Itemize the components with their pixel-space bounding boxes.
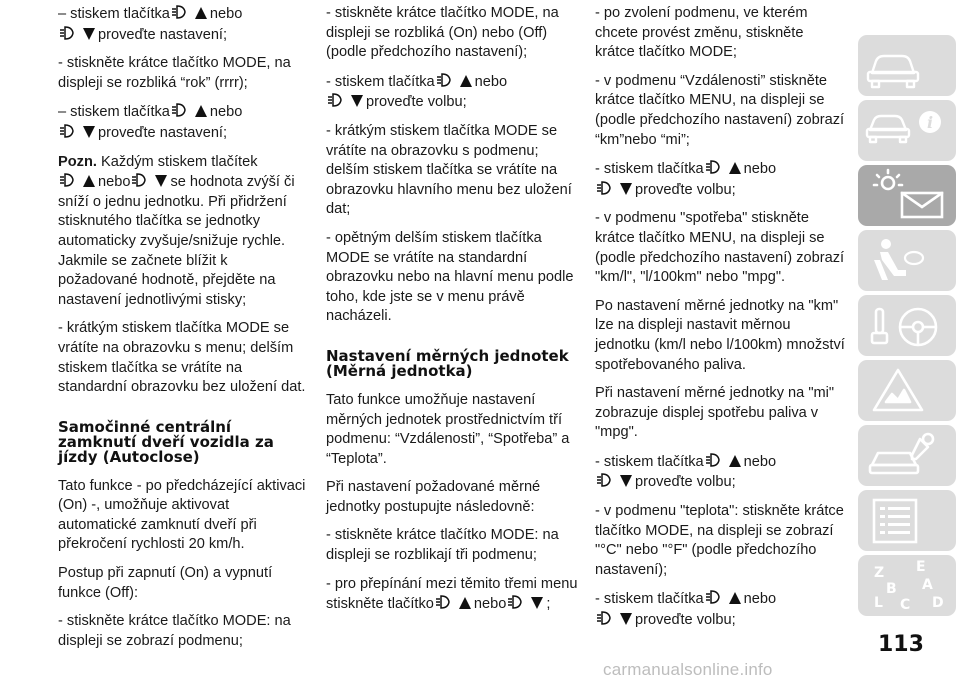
- tab-warning-lights[interactable]: [858, 165, 956, 226]
- paragraph: - v podmenu "spotřeba" stiskněte krátce tlačítko MENU, na displeji se (podle předchozího nastavení) zobrazí "km/l", "l/100km" nebo "mpg".: [595, 210, 845, 286]
- index-letters-icon: [858, 555, 956, 616]
- svg-text:E: E: [916, 559, 926, 575]
- paragraph: - stiskem tlačítka nebo proveďte volbu;: [595, 161, 777, 198]
- paragraph: - opětným delším stiskem tlačítka MODE se vrátíte na standardní obrazovku nebo na hlavní menu podle toho, kde jste se v menu právě nacházeli.: [326, 229, 574, 325]
- paragraph: - stiskněte krátce tlačítko MODE, na displeji se rozbliká (On) nebo (Off) (podle předchozího nastavení);: [326, 5, 559, 61]
- note-paragraph: Pozn. Každým stiskem tlačítek nebo se hodnota zvýší či sníží o jednu jednotku. Při přidržení stisknutého tlačítka se jednotky automaticky zvyšuje/snižuje rychle. Jakmile se začnete blížit k požadované hodnotě, přejděte na nastavení jednotlivými stisky;: [58, 153, 295, 308]
- paragraph: Při nastavení měrné jednotky na "mi" zobrazuje displej spotřebu paliva v "mpg".: [595, 385, 835, 441]
- watermark: carmanualsonline.info: [603, 660, 773, 679]
- paragraph: - v podmenu "teplota": stiskněte krátce tlačítko MODE, na displeji se zobrazí "°C" nebo "°F" (podle předchozího nastavení);: [595, 503, 844, 578]
- tab-emergency[interactable]: [858, 360, 956, 421]
- emergency-triangle-icon: [858, 360, 956, 421]
- light-button-down-icon: [59, 123, 97, 140]
- svg-text:D: D: [932, 595, 944, 611]
- paragraph: - krátkým stiskem tlačítka MODE se vrátíte na obrazovku s menu; delším stiskem tlačítka se vrátíte na standardní obrazovku bez uložení dat.: [58, 320, 306, 396]
- paragraph: - v podmenu “Vzdálenosti” stiskněte krátce tlačítko MENU, na displeji se (podle předchozího nastavení) zobrazí “km”nebo “mi”;: [595, 72, 845, 148]
- light-button-up-icon: [59, 172, 97, 189]
- tab-index[interactable]: [858, 555, 956, 616]
- section-heading: Nastavení měrných jednotek (Měrná jednotka): [326, 346, 569, 380]
- light-button-up-icon: [436, 72, 474, 89]
- light-button-down-icon: [59, 25, 97, 42]
- paragraph: - pro přepínání mezi těmito třemi menu stiskněte tlačítko nebo ;: [326, 575, 578, 613]
- svg-text:A: A: [922, 577, 933, 593]
- section-heading: Samočinné centrální zamknutí dveří vozidla za jízdy (Autoclose): [58, 417, 274, 466]
- specs-list-icon: [858, 490, 956, 551]
- steering-wheel-icon: [858, 295, 956, 356]
- light-button-down-icon: [596, 472, 634, 489]
- note-label: Pozn.: [58, 153, 97, 170]
- text-column-1: [58, 4, 308, 660]
- paragraph: - stiskněte krátce tlačítko MODE: na displeji se rozblikají tři podmenu;: [326, 527, 559, 564]
- paragraph: - stiskem tlačítka nebo proveďte volbu;: [595, 591, 777, 629]
- tab-car[interactable]: [858, 35, 956, 96]
- maintenance-icon: [858, 425, 956, 486]
- light-button-up-icon: [705, 159, 743, 176]
- paragraph: – stiskem tlačítka nebo proveďte nastavení;: [58, 104, 243, 141]
- paragraph: Při nastavení požadované měrné jednotky postupujte následovně:: [326, 479, 541, 515]
- tab-info[interactable]: [858, 100, 956, 161]
- light-button-down-icon: [596, 610, 634, 627]
- paragraph: – stiskem tlačítka nebo proveďte nastavení;: [58, 6, 243, 43]
- svg-text:C: C: [900, 597, 911, 613]
- svg-text:L: L: [874, 595, 883, 611]
- light-button-up-icon: [435, 594, 473, 611]
- tab-maintenance[interactable]: [858, 425, 956, 486]
- paragraph: - po zvolení podmenu, ve kterém chcete provést změnu, stiskněte krátce tlačítko MODE;: [595, 5, 808, 61]
- text-column-3: [595, 4, 847, 640]
- paragraph: - krátkým stiskem tlačítka MODE se vrátíte na obrazovku s podmenu; delším stiskem tlačítka se vrátíte na obrazovku hlavního menu bez uložení dat;: [326, 122, 572, 218]
- paragraph: - stiskem tlačítka nebo proveďte volbu;: [595, 453, 777, 491]
- paragraph: Tato funkce - po předcházející aktivaci (On) -, umožňuje aktivovat automatické zamknutí dveří při překročení rychlosti 20 km/h.: [58, 477, 306, 553]
- paragraph: Po nastavení měrné jednotky na "km" lze na displeji nastavit měrnou jednotku (km/l nebo l/100km) množství spotřebovaného paliva.: [595, 297, 845, 373]
- paragraph: Tato funkce umožňuje nastavení měrných jednotek prostřednictvím tří podmenu: “Vzdálenosti”, “Spotřeba” a “Teplota”.: [326, 391, 570, 467]
- tab-technical-data[interactable]: [858, 490, 956, 551]
- svg-text:Z: Z: [874, 565, 885, 581]
- paragraph: - stiskem tlačítka nebo proveďte volbu;: [326, 73, 508, 111]
- light-button-down-icon: [131, 172, 169, 189]
- car-icon: [858, 35, 956, 96]
- light-button-up-icon: [705, 589, 743, 606]
- paragraph: - stiskněte krátce tlačítko MODE, na displeji se rozbliká “rok” (rrrr);: [58, 55, 291, 91]
- light-button-up-icon: [171, 102, 209, 119]
- svg-text:B: B: [886, 581, 897, 597]
- paragraph: Postup při zapnutí (On) a vypnutí funkce (Off):: [58, 565, 273, 601]
- light-button-down-icon: [327, 92, 365, 109]
- light-button-down-icon: [596, 180, 634, 197]
- page-number: 113: [878, 632, 924, 657]
- light-button-up-icon: [705, 452, 743, 469]
- svg-text:i: i: [926, 113, 934, 132]
- info-icon: [858, 100, 956, 161]
- text-column-2: [326, 4, 582, 624]
- tab-safety[interactable]: [858, 230, 956, 291]
- airbag-seat-icon: [858, 230, 956, 291]
- light-button-up-icon: [171, 4, 209, 21]
- light-button-down-icon: [507, 594, 545, 611]
- tab-starting-driving[interactable]: [858, 295, 956, 356]
- paragraph: - stiskněte krátce tlačítko MODE: na displeji se zobrazí podmenu;: [58, 613, 291, 649]
- warning-lights-icon: [858, 165, 956, 226]
